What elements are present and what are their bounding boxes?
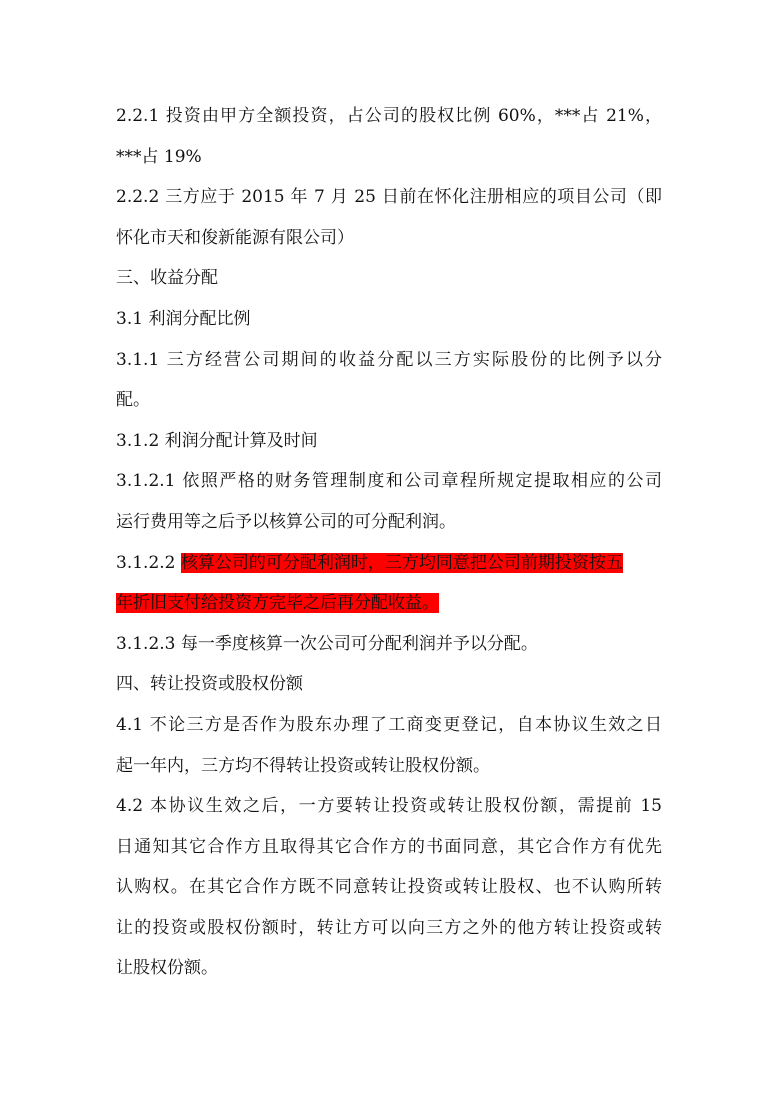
highlighted-text-line-1: 核算公司的可分配利润时，三方均同意把公司前期投资按五 bbox=[180, 552, 623, 573]
paragraph-4-2-line-2: 日通知其它合作方且取得其它合作方的书面同意，其它合作方有优先 bbox=[116, 836, 662, 857]
paragraph-2-2-1-line-1: 2.2.1 投资由甲方全额投资，占公司的股权比例 60%，***占 21%， bbox=[116, 106, 662, 126]
section-3-1-heading: 3.1 利润分配比例 bbox=[116, 308, 251, 329]
paragraph-3-1-2-2-number: 3.1.2.2 bbox=[116, 552, 181, 573]
paragraph-3-1-2-1-line-1: 3.1.2.1 依照严格的财务管理制度和公司章程所规定提取相应的公司 bbox=[116, 471, 662, 492]
paragraph-4-2-line-3: 认购权。在其它合作方既不同意转让投资或转让股权、也不认购所转 bbox=[116, 877, 662, 898]
section-3-heading: 三、收益分配 bbox=[116, 268, 218, 289]
paragraph-3-1-2-2-line-2 bbox=[116, 583, 662, 624]
highlighted-text-line-2: 年折旧支付给投资方完毕之后再分配收益。 bbox=[116, 593, 439, 614]
section-4-heading: 四、转让投资或股权份额 bbox=[116, 674, 303, 695]
paragraph-2-2-2-line-2: 怀化市天和俊新能源有限公司） bbox=[116, 227, 354, 248]
document-body bbox=[116, 96, 662, 989]
paragraph-4-1-line-2: 起一年内，三方均不得转让投资或转让股权份额。 bbox=[116, 755, 490, 776]
paragraph-3-1-2-1-line-2: 运行费用等之后予以核算公司的可分配利润。 bbox=[116, 511, 456, 532]
paragraph-4-2-line-4: 让的投资或股权份额时，转让方可以向三方之外的他方转让投资或转 bbox=[116, 917, 662, 938]
paragraph-4-2-line-5: 让股权份额。 bbox=[116, 958, 218, 979]
paragraph-2-2-2-line-1: 2.2.2 三方应于 2015 年 7 月 25 日前在怀化注册相应的项目公司（即 bbox=[116, 187, 662, 208]
paragraph-4-1-line-1: 4.1 不论三方是否作为股东办理了工商变更登记，自本协议生效之日 bbox=[116, 714, 662, 735]
paragraph-3-1-1-line-2: 配。 bbox=[116, 390, 150, 411]
paragraph-3-1-2-2-line-1 bbox=[116, 543, 662, 584]
paragraph-4-2-line-1: 4.2 本协议生效之后，一方要转让投资或转让股权份额，需提前 15 bbox=[116, 796, 662, 817]
paragraph-3-1-2-3: 3.1.2.3 每一季度核算一次公司可分配利润并予以分配。 bbox=[116, 633, 538, 654]
paragraph-3-1-1-line-1: 3.1.1 三方经营公司期间的收益分配以三方实际股份的比例予以分 bbox=[116, 349, 662, 370]
section-3-1-2-heading: 3.1.2 利润分配计算及时间 bbox=[116, 430, 318, 451]
paragraph-2-2-1-line-2: ***占 19% bbox=[116, 146, 202, 167]
